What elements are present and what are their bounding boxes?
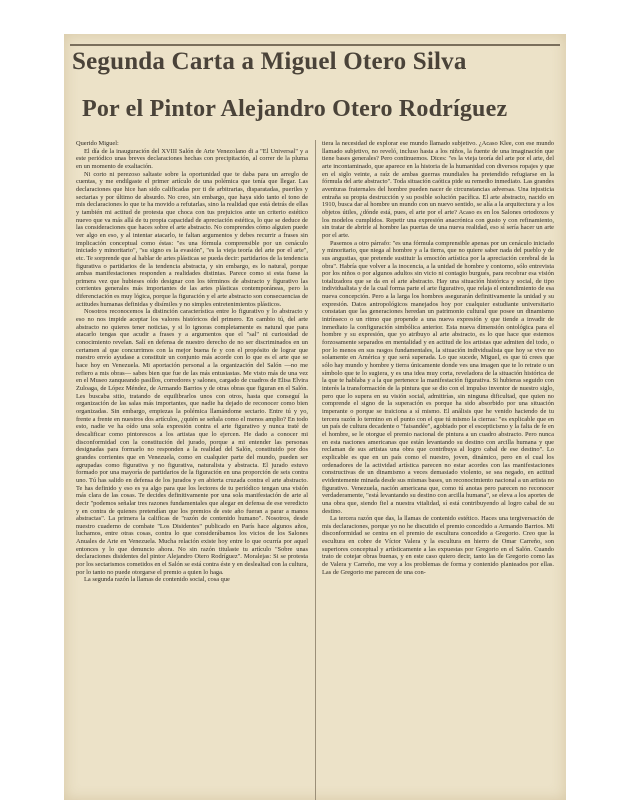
- salutation: Querido Miguel:: [76, 140, 119, 147]
- paragraph: El día de la inauguración del XVIII Salón de Arte Venezolano di a "El Universal" y a este periódico unas breves declaraciones hechas con precipitación, al correr de la pluma en un momento de exaltación.: [76, 147, 308, 170]
- paragraph: La tercera razón que das, la llamas de contenido estético. Haces una tergiversación de mis declaraciones, porque yo no he discutido el premio concedido a Armando Barrios. Mi disconformidad se centra en el premio de escultura concedido a Gregorio. Creo que la escultura en cobre de Víctor Valera y la escultura en hierro de Omar Carreño, son superiores conceptual y artísticamente a las expuestas por Gregorio en el Salón. Cuando trato de cotejar obras buenas, y en este caso quiero decir, tanto las de Gregorio como las de Valera y Carreño, me voy a los problemas de forma y contenido planteados por ellas. Las de Gregorio me parecen de una con-: [322, 515, 554, 576]
- paragraph: Nosotros reconocemos la distinción característica entre lo figurativo y lo abstracto y eso no nos impide aceptar los valores históricos del primero. En cambio tú, del arte abstracto no quieres tener noticias, y si lo ignoras completamente es natural que para atacarlo tengas que acudir a frases y a argumentos que el "sal" ni curiosidad de conocimiento revelan. Salí en defensa de nuestro derecho de no ser discriminados en un certamen al que concurrimos con la mejor buena fe y con el propósito de lograr que nuestro envío ayudase a constituir un conjunto más acorde con lo que es el arte que se hace hoy en Venezuela. Mi aportación personal a la organización del Salón —no me refiero a mis obras— sabes bien que fue de las más entusiastas. Me visto más de una vez en el Museo zanqueando pasillos, corredores y salones, cargado de cuadros de Elisa Elvira Zuloaga, de López Méndez, de Armando Barrios y de otras obras que figuran en el Salón. Les buscaba sitio, tratando de equilibrarlos unos con otros, hasta que conseguí la organización de las salas más importantes, que nadie ha dejado de reconocer como bien organizadas. Sin embargo, empiezas la polémica llamándome sectario. Entre tú y yo, frente a frente en nuestros dos artículos, ¿quién se señala como el menos amplio? En todo esto, nadie ve ha oído una sola expresión contra el arte figurativo y nunca traté de descalificar como pintorescos a los artistas que lo ejercen. He dado a conocer mi disconformidad con la constitución del jurado, porque a mi entender las personas designadas para formarlo no responden a la realidad del Salón, constituido por dos grandes corrientes que en Venezuela, como en cualquier parte del mundo, pueden ser agrupadas como figurativa y no figurativa, naturalista y abstracta. El jurado estuvo formado por una mayoría de partidarios de la figuración en una proporción de seis contra uno. Tú has salido en defensa de los jurados y en abierta cruzada contra el arte abstracto. Te has definido y eso es ya algo para que los lectores de tu periódico tengan una visión más clara de las cosas. Te decides definitivamente por una sola manifestación de arte al decir "podemos señalar tres razones fundamentales que alegar en defensa de ese veredicto y en contra de quienes pretendían que los premios de este año fueran a parar a manos abstractas". La primera la calificas de "razón de contenido humano". Nosotros, desde nuestro cuaderno de combate "Los Disidentes" publicado en París hace algunos años, luchamos, entre otras cosas, contra lo que considerábamos los vicios de los Salones Anuales de Arte en Venezuela. Mucha relación existe hoy entre lo que ocurría por aquel entonces y lo que denuncio ahora. No sin razón titulaste tu artículo "Sobre unas declaraciones disidentes del pintor Alejandro Otero Rodríguez". Moralejas: Si se protesta por los sectarismos cometidos en el Salón se está contra éste y en deslealtad con la cultura, por lo tanto no puede otorgarse el premio a quien lo haga.: [76, 308, 308, 576]
- article-subtitle: Por el Pintor Alejandro Otero Rodríguez: [82, 96, 508, 122]
- column-divider: [315, 140, 316, 800]
- paragraph: La segunda razón la llamas de contenido social, cosa que: [84, 576, 230, 584]
- paragraph: Ni corto ni perezoso saltaste sobre la oportunidad que te daba para un arreglo de cuentas, y me endilgaste el primer artículo de una polémica que tenía que llegar. Las declaraciones que hice han sido calificadas por ti de arbitrarias, disparatadas, pueriles y sectarias y por último de absurdo. No creo, sin embargo, que haya sido tanto el tono de mis declaraciones lo que te ha movido a refutarlas, sino la realidad que está detrás de ellas y también mi actitud de protesta que choca con tus prejuicios ante un criterio estético nuevo que va más allá de tu propia capacidad de apreciación estética, lo que se deduce de las consideraciones que haces sobre el arte abstracto. No comprendes cómo alguien puede ver algo en eso, y al intentar atacarlo, te faltan argumentos y debes recurrir a frases sin implicación conceptual como éstas: "es una fórmula comprensible por un cenáculo iniciado y minoritario", "su signo es la evasión", "es la vieja teoría del arte por el arte", etc. Te sorprende que al hablar de artes plásticas se pueda decir: partidarios de la tendencia figurativa o partidarios de la tendencia abstracta, y sin embargo, es lo natural, porque ambas manifestaciones responden a realidades distintas. Parece como si esta fuese la primera vez que hubieses oído designar con los términos de abstracto y figurativo las corrientes generales más importantes de las artes plásticas contemporáneas, pero la diferenciación es muy lógica, porque la figuración y el arte abstracto son consecuencias de actitudes humanas definidas y disímiles y no simples entretenimientos plásticos.: [76, 170, 308, 308]
- article-body: [76, 140, 558, 800]
- paragraph: tiera la necesidad de explorar ese mundo llamado subjetivo. ¿Acaso Klee, con ese mundo llamado subjetivo, no reveló, incluso hasta a los niños, la fuente de una imaginación que tiene bases generales? Pero continuemos. Dices: "es la vieja teoría del arte por el arte, del arte incontaminado, que aparece en la historia de la humanidad con diversos ropajes y que en el siglo veinte, a raíz de ambas guerras mundiales ha pretendido refugiarse en la fórmula del arte abstracto". Toda situación caótica pide su remedio inmediato. Las grandes aventuras fraternales del hombre pueden nacer de circunstancias adversas. Una injusticia entraña su propia destrucción y su posible solución pacífica. El arte abstracto, nacido en 1910, busca dar al hombre un mundo con un nuevo sentido, se alía a la arquitectura y a los objetos útiles, ¿dónde está, pues, el arte por el arte? Acaso es en los Salones ortodoxos y los modelos cumplidos. Repetir una expresión anacrónica con gusto y con refinamiento, sin tratar de abrirle al hombre las puertas de una nueva realidad, eso sí sería hacer un arte por el arte.: [322, 140, 554, 239]
- paragraph: Pasemos a otro párrafo: "es una fórmula comprensible apenas por un cenáculo iniciado y minoritario, que niega al hombre y a la tierra, que no quiere saber nada del pueblo y de sus angustias, que pretende sustituir la emoción artística por la apreciación cerebral de la obra". Habría que volver a la inocencia, a la unidad de hombre y contorno, sólo entrevista por los niños o por algunos adultos sin vicio ni contagio burgués, para recobrar esa visión totalizadora que se da en el arte abstracto. Hay una situación histórica y social, de tipo individualista y de la cual forma parte el arte figurativo, que relaja el entendimiento de esa nueva concepción. Pero a la larga los hombres asegurarán definitivamente la unidad y su expresión. Datos antropológicos manejados hoy por cualquier estudiante universitario constatan que las generaciones heredan un patrimonio cultural que posee un dinamismo intrínseco o un ritmo que propende a una nueva expresión y que tiende a invadir de inmediato la configuración simbólica anterior. Esta nueva dimensión ontológica para el hombre y su expresión, que yo atribuyo al arte abstracto, es lo que hace que estemos forzosamente separados en mentalidad y en actitud de los artistas que admiten del todo, o por lo menos en sus rasgos fundamentales, la situación individualista que hoy se vive no solamente en América y que será superada. Lo que sucede, Miguel, es que tú crees que sólo hay mundo y hombre y tierra únicamente donde ves una imagen que te lo retrate o un símbolo que te lo sugiera, y es una idea muy corta, reveladora de la situación histórica de la que te hablaba y a la que pertenece la manifestación figurativa. Si hubieras seguido con interés la transformación de la pintura que se dio con el impulso inventor de nuestro siglo, pero que lo supera en su visión social, admitirías, sin ninguna dificultad, que quien no comprende el signo de la superación es porque ha sido absorbido por una situación imperante o porque se traiciona a sí mismo. El análisis que he venido haciendo de tu tercera razón lo termino en el punto con el que tú mismo la cierras: "es explicable que en un país de cultura decadente o "faisandée", agobiado por el escepticismo y la falta de fe en el hombre, se le otorgue el premio nacional de pintura a un cuadro abstracto. Pero nunca en esta naciones americanas que están levantando su destino con arcilla humana y que reclaman de sus artistas una obra que contribuya al logro cabal de ese destino". Lo explicable es que en un país como el nuestro, joven, dinámico, pero en el cual los ordenadores de la actividad artística parecen no estar acordes con las manifestaciones constructivas de un dinamismo a veces demasiado violento, se sea negado, en actitud evidentemente minada desde sus mismas bases, un reconocimiento nacional a un artista no figurativo. Venezuela, nación americana que, como tú anotas pero parecen no reconocer verdaderamente, "está levantando su destino con arcilla humana", se eleva a los aportes de una obra que, siendo fiel a nuestra vitalidad, sí está contribuyendo al logro cabal de su destino.: [322, 239, 554, 515]
- article-title: Segunda Carta a Miguel Otero Silva: [72, 48, 467, 75]
- right-column: [322, 140, 554, 800]
- left-column: [76, 140, 308, 800]
- top-rule: [70, 44, 560, 46]
